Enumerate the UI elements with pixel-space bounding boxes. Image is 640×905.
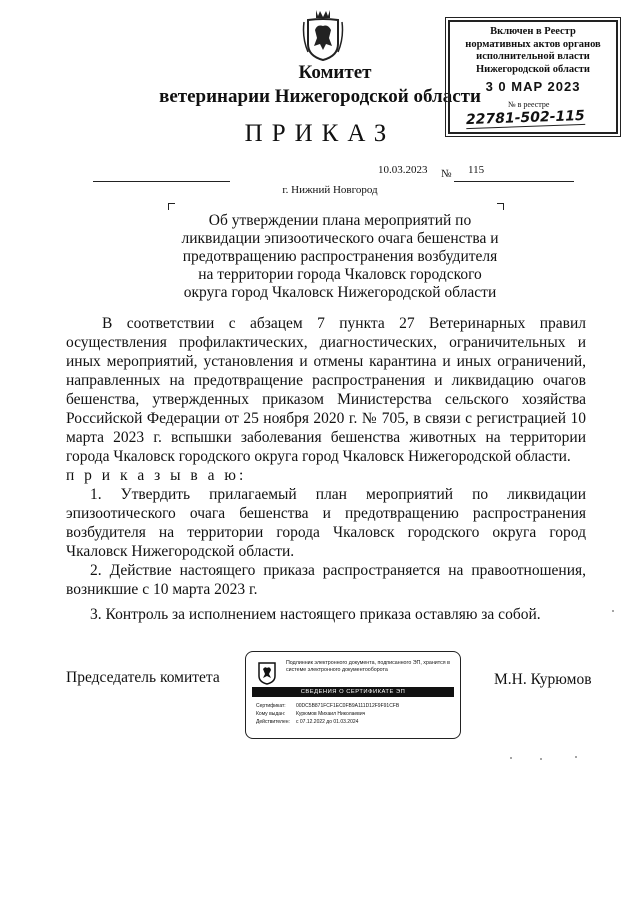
stamp-line: Включен в Реестр [490, 26, 576, 37]
subject-line: ликвидации эпизоотического очага бешенства и [181, 230, 499, 247]
scan-speck [612, 610, 614, 612]
scan-speck [510, 757, 512, 759]
document-number-label: № [441, 168, 452, 180]
stamp-line: Нижегородской области [476, 63, 590, 75]
stamp-registry-label: № в реестре [508, 100, 550, 109]
organization-name-line1: Комитет [298, 62, 372, 83]
organization-name-line2: ветеринарии Нижегородской области [159, 86, 481, 107]
esig-emblem-icon [258, 661, 276, 685]
esig-owner-label: Кому выдан: [256, 711, 286, 717]
subject-line: округа город Чкаловск Нижегородской области [183, 284, 497, 301]
esig-valid-label: Действителен: [256, 719, 290, 725]
preamble-paragraph: В соответствии с абзацем 7 пункта 27 Ветеринарных правил осуществления профилактических, диагностических, ограничительных и иных мероприятий, установления и отмены карантина и иных ограничений, направленных на предотвращение распространения и ликвидацию очагов бешенства, утвержденных приказом Министерства сельского хозяйства Российской Федерации от 25 ноября 2020 г. № 705, в связи с регистрацией 10 марта 2023 г. вспышки заболевания бешенства животных на территории города Чкаловск городского округа город Чкаловск Нижегородской области. [66, 315, 586, 465]
subject-corner-left [168, 203, 175, 210]
stamp-line: нормативных актов органов [465, 38, 601, 50]
order-body [66, 314, 586, 624]
document-number: 115 [468, 164, 485, 176]
stamp-date: 3 0 MAP 2023 [485, 79, 581, 94]
coat-of-arms-icon [302, 8, 344, 62]
order-item-1: 1. Утвердить прилагаемый план мероприятий по ликвидации эпизоотического очага бешенства и предотвращению распространения возбудителя на территории города Чкаловск городского округа город Чкаловск Нижегородской области. [66, 486, 586, 560]
signer-name: М.Н. Курюмов [494, 671, 592, 688]
electronic-signature-block [245, 651, 461, 739]
subject-line: на территории города Чкаловск городского [198, 266, 482, 283]
scan-speck [540, 758, 542, 760]
city-name: г. Нижний Новгород [282, 184, 378, 196]
esig-header: СВЕДЕНИЯ О СЕРТИФИКАТЕ ЭП [252, 687, 454, 697]
esig-owner-value: Курюмов Михаил Николаевич [296, 711, 366, 717]
order-keyword: п р и к а з ы в а ю: [66, 467, 247, 484]
subject-corner-right [497, 203, 504, 210]
esig-details [256, 702, 399, 726]
number-underline [454, 181, 574, 182]
document-type-title: ПРИКАЗ [244, 120, 396, 147]
order-item-3: 3. Контроль за исполнением настоящего приказа оставляю за собой. [90, 606, 541, 623]
scan-speck [575, 756, 577, 758]
esig-cert-value: 00DC5B871FCF1EC0FB9A111D12F9F91CFB [296, 703, 400, 709]
stamp-registry-number: 22781-502-115 [465, 107, 586, 129]
subject-line: предотвращению распространения возбудителя [182, 248, 498, 265]
subject-line: Об утверждении плана мероприятий по [208, 212, 472, 229]
order-subject [160, 212, 520, 302]
esig-note: Подлинник электронного документа, подписанного ЭП, хранится в системе электронного документооборота [286, 660, 450, 673]
registry-stamp [448, 20, 618, 134]
esig-cert-label: Сертификат: [256, 703, 286, 709]
document-date: 10.03.2023 [378, 164, 428, 176]
esig-valid-value: с 07.12.2022 до 01.03.2024 [296, 719, 359, 725]
stamp-text [458, 26, 608, 76]
order-item-2: 2. Действие настоящего приказа распространяется на правоотношения, возникшие с 10 марта 2023 г. [66, 562, 586, 598]
date-blank-line-left [93, 181, 230, 182]
signer-title: Председатель комитета [66, 669, 220, 686]
stamp-line: исполнительной власти [476, 51, 590, 62]
